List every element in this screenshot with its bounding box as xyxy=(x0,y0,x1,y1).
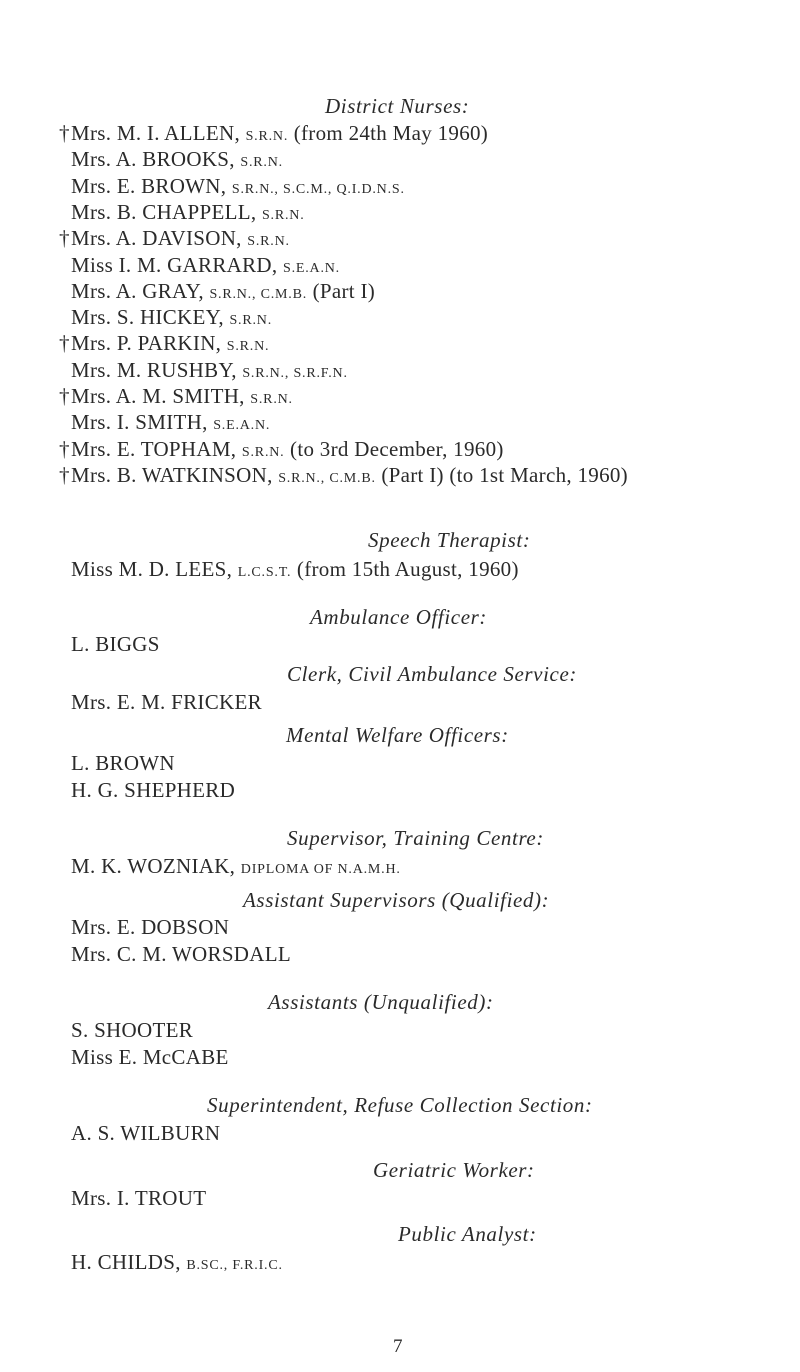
speech-therapist-entry xyxy=(71,557,519,582)
qualifications: S.R.N., S.R.F.N. xyxy=(242,365,348,381)
title: Mrs. xyxy=(71,121,112,145)
title: Mrs. xyxy=(71,199,112,224)
person-name: B. WATKINSON, xyxy=(116,462,273,487)
person-name: B. CHAPPELL, xyxy=(116,199,257,224)
person-name: A. DAVISON, xyxy=(115,226,242,251)
person-name: A. BROOKS, xyxy=(115,147,235,172)
person-name: I. M. GARRARD, xyxy=(118,252,278,277)
person-name: M. RUSHBY, xyxy=(116,357,237,382)
person-name: M. K. WOZNIAK, xyxy=(71,854,236,878)
title: Mrs. xyxy=(71,173,112,198)
qualifications: S.E.A.N. xyxy=(283,260,340,276)
district-nurse-entry xyxy=(71,147,283,172)
refuse-superintendent-heading: Superintendent, Refuse Collection Section: xyxy=(207,1093,593,1117)
district-nurse-entry xyxy=(71,410,270,435)
district-nurse-entry xyxy=(59,384,293,409)
district-nurse-entry xyxy=(71,279,375,304)
mental-welfare-name-2: H. G. SHEPHERD xyxy=(71,778,236,802)
note: (from 15th August, 1960) xyxy=(296,557,519,581)
qualifications: DIPLOMA OF N.A.M.H. xyxy=(240,862,401,877)
person-name: E. BROWN, xyxy=(116,173,227,198)
dagger-mark: † xyxy=(59,331,70,356)
title: Mrs. xyxy=(71,305,112,330)
qualifications: S.R.N. xyxy=(226,339,270,355)
title: Miss xyxy=(71,557,114,581)
note: (Part I) (to 1st March, 1960) xyxy=(381,462,628,487)
district-nurse-entry xyxy=(59,331,270,356)
district-nurse-entry xyxy=(71,174,405,199)
qualifications: S.R.N., S.C.M., Q.I.D.N.S. xyxy=(231,181,405,197)
note: (to 3rd December, 1960) xyxy=(290,436,504,461)
training-supervisor-entry xyxy=(71,854,401,879)
district-nurse-entry xyxy=(59,462,628,488)
person-name: I. SMITH, xyxy=(116,410,208,435)
person-name: E. TOPHAM, xyxy=(116,436,237,461)
title: Mrs. xyxy=(71,331,112,356)
title: Mrs. xyxy=(71,226,112,251)
person-name: S. HICKEY, xyxy=(116,305,224,330)
speech-therapist-heading: Speech Therapist: xyxy=(368,528,531,552)
mental-welfare-name-1: L. BROWN xyxy=(71,751,175,775)
qualifications: S.R.N. xyxy=(247,234,290,250)
qualifications: S.R.N. xyxy=(241,444,285,460)
qualifications: S.R.N. xyxy=(229,313,273,329)
district-nurse-entry xyxy=(71,200,305,225)
district-nurse-entry xyxy=(71,305,272,330)
geriatric-worker-name: Mrs. I. TROUT xyxy=(71,1186,207,1210)
assistants-heading: Assistants (Unqualified): xyxy=(268,990,494,1014)
ambulance-clerk-heading: Clerk, Civil Ambulance Service: xyxy=(287,662,577,686)
public-analyst-heading: Public Analyst: xyxy=(398,1222,537,1246)
person-name: M. I. ALLEN, xyxy=(116,121,241,145)
training-supervisor-heading: Supervisor, Training Centre: xyxy=(287,826,544,850)
qualifications: L.C.S.T. xyxy=(237,565,292,580)
public-analyst-entry xyxy=(71,1250,283,1275)
assistant-supervisor-name-2: Mrs. C. M. WORSDALL xyxy=(71,942,291,966)
dagger-mark: † xyxy=(59,462,70,487)
dagger-mark: † xyxy=(59,121,70,145)
dagger-mark: † xyxy=(59,436,70,461)
person-name: A. GRAY, xyxy=(115,278,204,303)
ambulance-clerk-name: Mrs. E. M. FRICKER xyxy=(71,690,262,714)
page-number: 7 xyxy=(393,1336,403,1357)
title: Mrs. xyxy=(71,410,112,435)
district-nurse-entry xyxy=(59,436,504,462)
qualifications: S.R.N. xyxy=(245,129,289,144)
geriatric-worker-heading: Geriatric Worker: xyxy=(373,1158,535,1182)
dagger-mark: † xyxy=(59,226,70,251)
title: Mrs. xyxy=(71,462,112,487)
qualifications: S.R.N. xyxy=(240,155,283,171)
district-nurses-heading: District Nurses: xyxy=(325,94,470,118)
title: Miss xyxy=(71,252,114,277)
mental-welfare-heading: Mental Welfare Officers: xyxy=(286,723,509,747)
person-name: P. PARKIN, xyxy=(116,331,222,356)
district-nurse-entry xyxy=(71,253,340,278)
assistant-name-2: Miss E. McCABE xyxy=(71,1045,229,1069)
qualifications: B.SC., F.R.I.C. xyxy=(186,1258,283,1273)
qualifications: S.R.N. xyxy=(250,392,293,407)
assistant-supervisor-name-1: Mrs. E. DOBSON xyxy=(71,915,230,939)
district-nurse-entry xyxy=(71,358,348,383)
assistant-name-1: S. SHOOTER xyxy=(71,1018,194,1042)
qualifications: S.R.N., C.M.B. xyxy=(209,286,308,302)
assistant-supervisors-heading: Assistant Supervisors (Qualified): xyxy=(243,888,550,912)
title: Mrs. xyxy=(71,278,112,303)
note: (Part I) xyxy=(312,278,376,303)
qualifications: S.E.A.N. xyxy=(213,418,271,434)
ambulance-officer-name: L. BIGGS xyxy=(71,632,160,656)
dagger-mark: † xyxy=(59,384,70,408)
title: Mrs. xyxy=(71,436,112,461)
qualifications: S.R.N. xyxy=(261,207,305,223)
title: Mrs. xyxy=(71,384,112,408)
refuse-superintendent-name: A. S. WILBURN xyxy=(71,1121,221,1145)
title: Mrs. xyxy=(71,357,112,382)
person-name: H. CHILDS, xyxy=(71,1250,181,1274)
qualifications: S.R.N., C.M.B. xyxy=(278,470,376,486)
person-name: A. M. SMITH, xyxy=(115,384,245,408)
district-nurse-entry xyxy=(59,121,489,146)
note: (from 24th May 1960) xyxy=(293,121,489,145)
title: Mrs. xyxy=(71,147,112,172)
ambulance-officer-heading: Ambulance Officer: xyxy=(310,605,487,629)
person-name: M. D. LEES, xyxy=(118,557,233,581)
district-nurse-entry xyxy=(59,226,290,251)
